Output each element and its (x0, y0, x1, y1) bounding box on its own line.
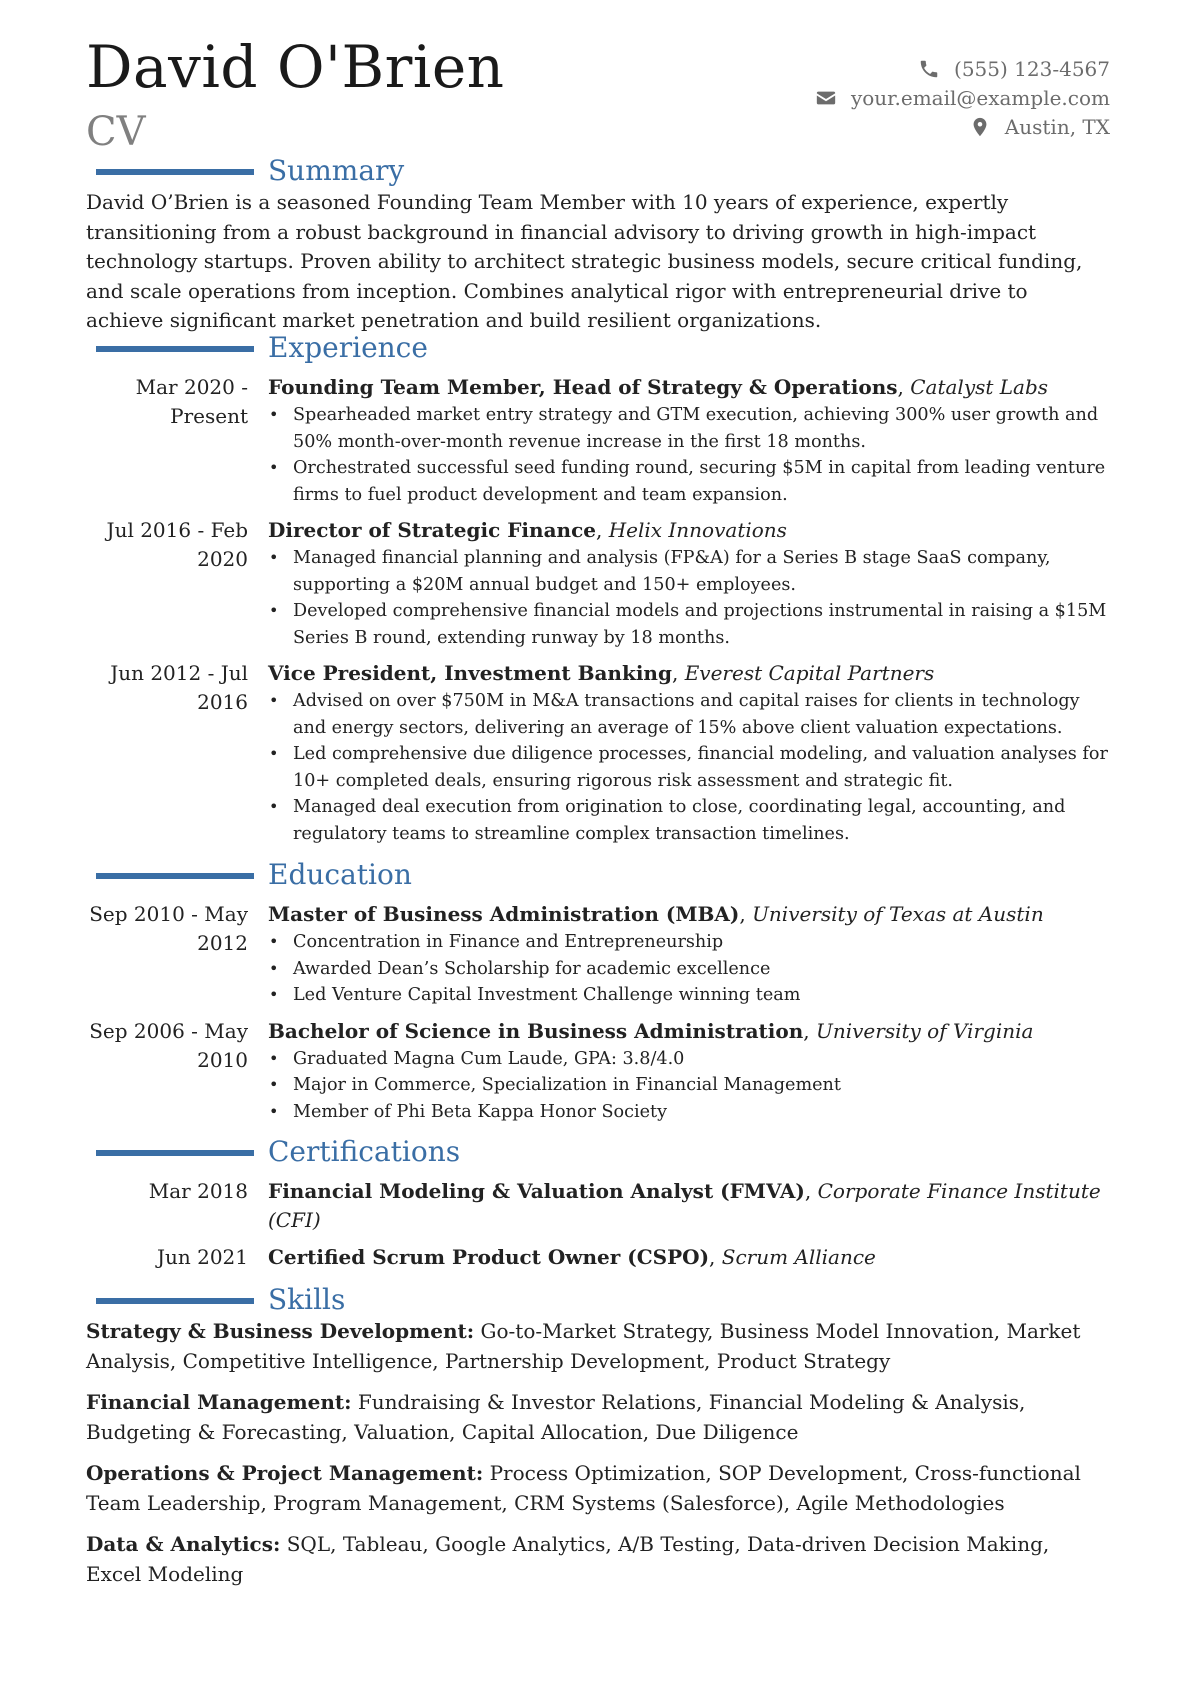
candidate-name: David O'Brien (86, 33, 505, 101)
skills-section (86, 1283, 1110, 1601)
section-accent-bar (96, 873, 254, 879)
summary-section (86, 154, 1110, 336)
entry-heading: Founding Team Member, Head of Strategy & Operations, Catalyst Labs (268, 375, 1049, 399)
bullet-item: • Managed deal execution from origination to close, coordinating legal, accounting, and regulatory teams to streamline complex transaction timelines. (293, 794, 1110, 847)
skill-category: Financial Management: (86, 1390, 352, 1414)
experience-entry (86, 516, 1110, 651)
entry-date: Jun 2012 - Jul 2016 (110, 661, 248, 714)
skill-category: Strategy & Business Development: (86, 1319, 475, 1343)
entry-date: Sep 2006 - May 2010 (89, 1018, 248, 1072)
entry-heading: Bachelor of Science in Business Administration, University of Virginia (268, 1018, 1034, 1043)
entry-institution: University of Texas at Austin (752, 902, 1044, 926)
entry-bullets (268, 402, 1110, 508)
skill-group (86, 1459, 1110, 1518)
bullet-item: • Developed comprehensive financial models and projections instrumental in raising a $15M Series B round, extending runway by 18 months. (293, 598, 1110, 651)
entry-organization: Helix Innovations (608, 518, 787, 542)
entry-date: Sep 2010 - May 2012 (89, 902, 248, 955)
entry-bullets (268, 929, 1110, 1009)
bullet-item: • Led Venture Capital Investment Challenge winning team (293, 982, 1110, 1009)
experience-section (86, 331, 1110, 855)
summary-heading (86, 154, 1110, 188)
skill-category: Data & Analytics: (86, 1532, 281, 1556)
section-title: Experience (268, 331, 428, 364)
location-text: Austin, TX (1004, 114, 1110, 139)
education-section (86, 858, 1110, 1133)
skill-category: Operations & Project Management: (86, 1461, 484, 1485)
certification-entry (86, 1243, 1110, 1272)
contact-email (815, 83, 1110, 112)
certification-issuer: Corporate Finance Institute (CFI) (268, 1179, 1101, 1232)
experience-entry (86, 373, 1110, 508)
entry-organization: Everest Capital Partners (684, 661, 935, 685)
entry-date: Jul 2016 - Feb 2020 (106, 518, 248, 571)
entry-date: Jun 2021 (156, 1245, 248, 1269)
section-title: Summary (268, 154, 405, 187)
certifications-heading (86, 1135, 1110, 1169)
section-accent-bar (96, 1298, 254, 1304)
certification-name: Certified Scrum Product Owner (CSPO) (268, 1245, 710, 1269)
skill-list: Process Optimization, SOP Development, Cross-functional Team Leadership, Program Management, CRM Systems (Salesforce), Agile Methodologies (86, 1461, 1081, 1515)
skill-group (86, 1388, 1110, 1447)
bullet-item: • Advised on over $750M in M&A transactions and capital raises for clients in technology and energy sectors, delivering an average of 15% above client valuation expectations. (293, 688, 1110, 741)
bullet-item: • Managed financial planning and analysis (FP&A) for a Series B stage SaaS company, supporting a $20M annual budget and 150+ employees. (293, 545, 1110, 598)
section-accent-bar (96, 169, 254, 175)
skill-list: Go-to-Market Strategy, Business Model Innovation, Market Analysis, Competitive Intelligence, Partnership Development, Product Strategy (86, 1319, 1081, 1373)
entry-heading: Certified Scrum Product Owner (CSPO), Scrum Alliance (268, 1245, 876, 1269)
summary-text: David O’Brien is a seasoned Founding Team Member with 10 years of experience, expertly transitioning from a robust background in financial advisory to driving growth in high-impact technology startups. Proven ability to architect strategic business models, secure critical funding, and scale operations from inception. Combines analytical rigor with entrepreneurial drive to achieve significant market penetration and build resilient organizations. (86, 190, 1083, 332)
bullet-item: • Graduated Magna Cum Laude, GPA: 3.8/4.0 (293, 1046, 1110, 1073)
bullet-item: • Led comprehensive due diligence processes, financial modeling, and valuation analyses for 10+ completed deals, ensuring rigorous risk assessment and strategic fit. (293, 741, 1110, 794)
bullet-item: • Member of Phi Beta Kappa Honor Society (293, 1099, 1110, 1126)
entry-degree: Master of Business Administration (MBA) (268, 902, 740, 926)
education-heading (86, 858, 1110, 892)
education-entry (86, 1017, 1110, 1126)
entry-heading: Vice President, Investment Banking, Everest Capital Partners (268, 661, 935, 685)
experience-entry (86, 659, 1110, 847)
entry-role: Vice President, Investment Banking (268, 661, 672, 685)
entry-role: Founding Team Member, Head of Strategy & Operations (268, 375, 898, 399)
section-accent-bar (96, 346, 254, 352)
contact-location (815, 112, 1110, 141)
phone-icon (918, 58, 940, 80)
experience-heading (86, 331, 1110, 365)
entry-date: Mar 2018 (148, 1179, 248, 1203)
email-address[interactable]: your.email@example.com (850, 85, 1110, 110)
skills-heading (86, 1283, 1110, 1317)
bullet-item: • Concentration in Finance and Entrepreneurship (293, 929, 1110, 956)
bullet-item: • Orchestrated successful seed funding round, securing $5M in capital from leading venture firms to fuel product development and team expansion. (293, 455, 1110, 508)
bullet-item: • Major in Commerce, Specialization in Financial Management (293, 1072, 1110, 1099)
entry-heading: Financial Modeling & Valuation Analyst (FMVA), Corporate Finance Institute (CFI) (268, 1179, 1101, 1232)
skill-group (86, 1317, 1110, 1376)
contact-phone (815, 54, 1110, 83)
skill-list: Fundraising & Investor Relations, Financial Modeling & Analysis, Budgeting & Forecasting, Valuation, Capital Allocation, Due Diligence (86, 1390, 1026, 1444)
entry-date: Mar 2020 - Present (135, 375, 248, 428)
entry-bullets (268, 688, 1110, 847)
certification-entry (86, 1177, 1110, 1235)
bullet-item: • Spearheaded market entry strategy and GTM execution, achieving 300% user growth and 50% month-over-month revenue increase in the first 18 months. (293, 402, 1110, 455)
entry-degree: Bachelor of Science in Business Administration (268, 1018, 804, 1043)
bullet-item: • Awarded Dean’s Scholarship for academic excellence (293, 956, 1110, 983)
phone-number[interactable]: (555) 123-4567 (954, 56, 1110, 81)
location-pin-icon (969, 116, 991, 138)
section-accent-bar (96, 1150, 254, 1156)
section-title: Certifications (268, 1135, 461, 1168)
entry-heading: Master of Business Administration (MBA), University of Texas at Austin (268, 902, 1044, 926)
document-subtitle: CV (86, 109, 146, 155)
entry-institution: University of Virginia (815, 1018, 1034, 1043)
skill-list: SQL, Tableau, Google Analytics, A/B Testing, Data-driven Decision Making, Excel Modeling (86, 1532, 1050, 1586)
certification-issuer: Scrum Alliance (721, 1245, 876, 1269)
entry-heading: Director of Strategic Finance, Helix Innovations (268, 518, 787, 542)
section-title: Education (268, 858, 412, 891)
entry-bullets (268, 1046, 1110, 1126)
education-entry (86, 900, 1110, 1009)
entry-role: Director of Strategic Finance (268, 518, 596, 542)
skill-group (86, 1530, 1110, 1589)
entry-organization: Catalyst Labs (910, 375, 1049, 399)
certification-name: Financial Modeling & Valuation Analyst (FMVA) (268, 1179, 805, 1203)
section-title: Skills (268, 1283, 346, 1316)
certifications-section (86, 1135, 1110, 1280)
envelope-icon (815, 87, 837, 109)
contact-block (815, 54, 1110, 141)
entry-bullets (268, 545, 1110, 651)
